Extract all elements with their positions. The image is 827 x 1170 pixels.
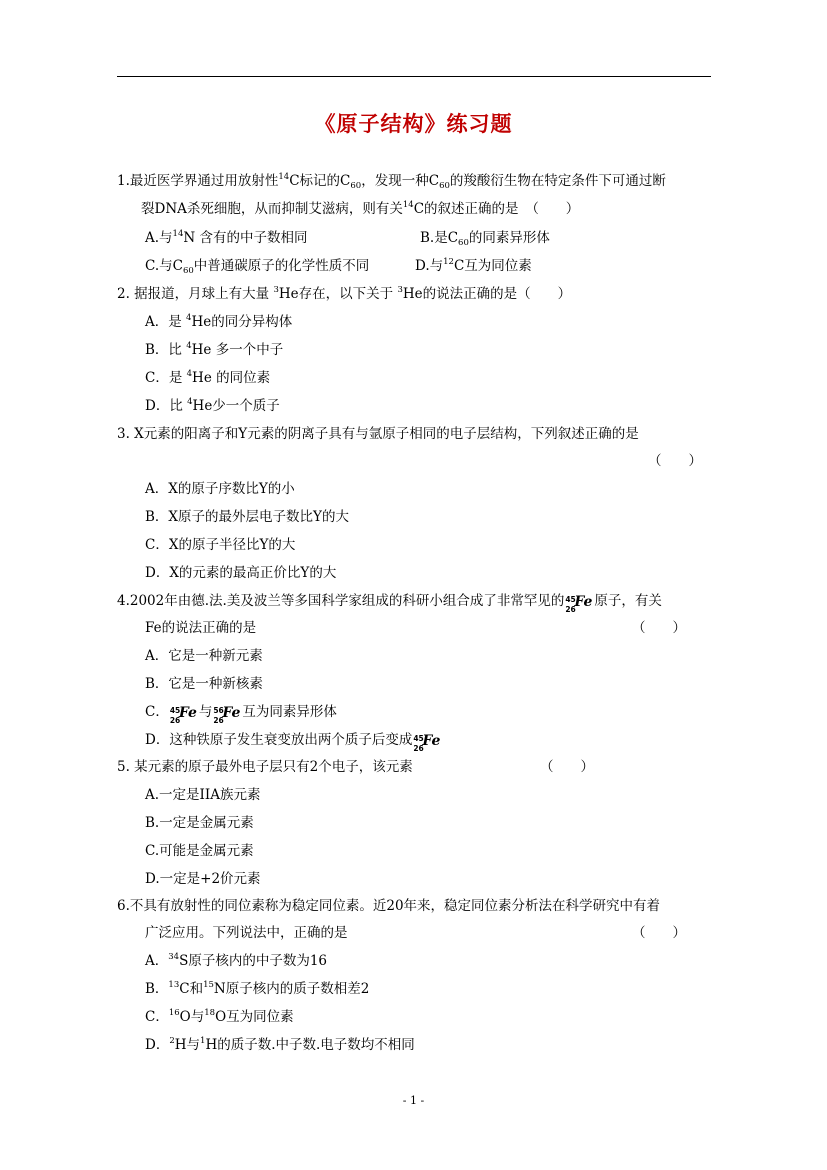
- q2-option-b[interactable]: B．比 $^4$He 多一个中子: [145, 341, 284, 358]
- q6-stem-line2: 广泛应用。下列说法中，正确的是: [145, 925, 348, 941]
- q6-option-d[interactable]: D．$^2$H与$^1$H的质子数.中子数.电子数均不相同: [145, 1036, 415, 1053]
- q1-stem-line1: 1.最近医学界通过用放射性$^{14}$C标记的$C_{60}$，发现一种$C_{60}$的羧酸衍生物在特定条件下可通过断: [117, 172, 666, 191]
- q3-option-d[interactable]: D．X的元素的最高正价比Y的大: [145, 565, 337, 581]
- fe43-nuclide-symbol: 45 26 Fe: [413, 732, 441, 753]
- q6-stem-line1: 6.不具有放射性的同位素称为稳定同位素。近20年来，稳定同位素分析法在科学研究中有着: [117, 898, 661, 914]
- q2-option-a[interactable]: A．是 $^4$He的同分异构体: [145, 313, 293, 330]
- q4-stem-line2: Fe的说法正确的是: [145, 620, 257, 636]
- q4-option-d[interactable]: D．这种铁原子发生衰变放出两个质子后变成 45 26 Fe: [145, 732, 441, 753]
- fe56-nuclide-symbol: 56 26 Fe: [213, 704, 241, 725]
- q4-option-c[interactable]: C． 45 26 Fe 与 56 26 Fe 互为同素异形体: [145, 704, 337, 725]
- q4-option-a[interactable]: A．它是一种新元素: [145, 648, 263, 664]
- q5-stem: 5. 某元素的原子最外电子层只有2个电子，该元素: [117, 759, 413, 775]
- q6-answer-blank: （ ）: [632, 925, 686, 941]
- q2-stem: 2. 据报道，月球上有大量 $^3$He存在，以下关于 $^3$He的说法正确的是（ ）: [117, 285, 572, 302]
- q2-option-c[interactable]: C．是 $^4$He 的同位素: [145, 369, 271, 386]
- q5-option-a[interactable]: A.一定是IIA族元素: [145, 787, 261, 803]
- q1-option-b[interactable]: B.是$C_{60}$的同素异形体: [420, 230, 550, 248]
- q5-option-b[interactable]: B.一定是金属元素: [145, 815, 254, 831]
- q1-option-c[interactable]: C.与$C_{60}$中普通碳原子的化学性质不同: [145, 258, 370, 276]
- q4-stem-line1: 4.2002年由德.法.美及波兰等多国科学家组成的科研小组合成了非常罕见的 45 26 Fe 原子，有关: [117, 593, 662, 614]
- q6-option-a[interactable]: A．$^{34}$S原子核内的中子数为16: [145, 952, 328, 969]
- q2-option-d[interactable]: D．比 $^4$He少一个质子: [145, 397, 280, 414]
- q6-option-b[interactable]: B．$^{13}$C和$^{15}$N原子核内的质子数相差2: [145, 980, 370, 997]
- q3-option-a[interactable]: A．X的原子序数比Y的小: [145, 481, 295, 497]
- q1-stem-line2: 裂DNA杀死细胞，从而抑制艾滋病，则有关$^{14}$C的叙述正确的是 （ ）: [141, 200, 580, 217]
- q4-option-b[interactable]: B．它是一种新核素: [145, 676, 263, 692]
- header-rule: [117, 76, 711, 77]
- q3-answer-blank: （ ）: [648, 453, 702, 469]
- q5-answer-blank: （ ）: [540, 759, 594, 775]
- page-title: 《原子结构》练习题: [314, 111, 513, 136]
- q5-option-c[interactable]: C.可能是金属元素: [145, 843, 254, 859]
- fe45-nuclide-symbol: 45 26 Fe: [169, 704, 197, 725]
- q1-option-a[interactable]: A.与$^{14}$N 含有的中子数相同: [145, 229, 308, 246]
- fe45-nuclide-symbol: 45 26 Fe: [565, 593, 593, 614]
- q4-answer-blank: （ ）: [632, 620, 686, 636]
- q3-option-b[interactable]: B．X原子的最外层电子数比Y的大: [145, 509, 349, 525]
- q5-option-d[interactable]: D.一定是+2价元素: [145, 871, 261, 887]
- page-number: - 1 -: [402, 1094, 425, 1107]
- q6-option-c[interactable]: C．$^{16}$O与$^{18}$O互为同位素: [145, 1008, 294, 1025]
- q3-option-c[interactable]: C．X的原子半径比Y的大: [145, 537, 296, 553]
- q1-option-d[interactable]: D.与$^{12}$C互为同位素: [415, 257, 532, 274]
- q3-stem: 3. X元素的阳离子和Y元素的阴离子具有与氩原子相同的电子层结构，下列叙述正确的是: [117, 426, 639, 442]
